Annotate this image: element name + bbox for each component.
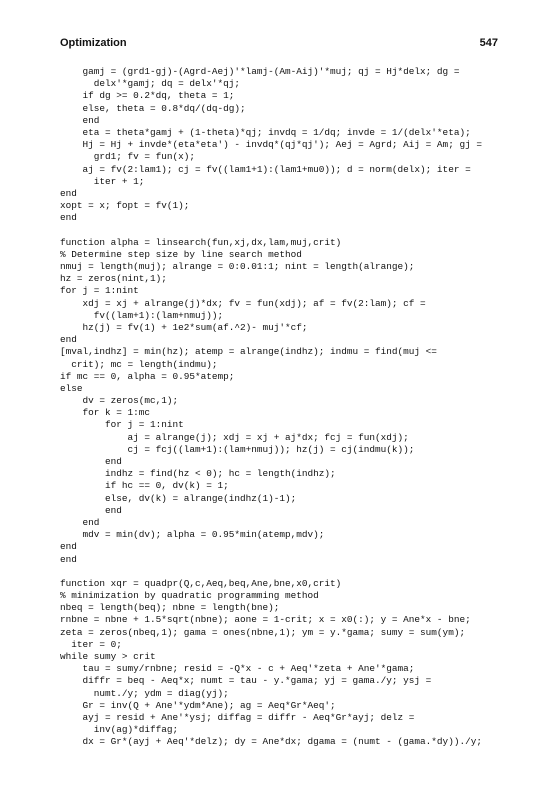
code-listing xyxy=(60,66,482,749)
code-line: % minimization by quadratic programming method xyxy=(60,590,319,602)
code-line: dv = zeros(mc,1); xyxy=(60,395,179,407)
code-line: end xyxy=(60,334,77,346)
code-line: delx'*gamj; dq = delx'*qj; xyxy=(60,78,241,90)
code-line: end xyxy=(60,504,122,516)
code-line: rnbne = nbne + 1.5*sqrt(nbne); aone = 1-crit; x = x0(:); y = Ane*x - bne; xyxy=(60,614,471,626)
code-line xyxy=(60,224,482,236)
code-line: xdj = xj + alrange(j)*dx; fv = fun(xdj); af = fv(2:lam); cf = xyxy=(60,297,426,309)
code-line: end xyxy=(60,187,77,199)
code-line: if hc == 0, dv(k) = 1; xyxy=(60,480,229,492)
code-line: nmuj = length(muj); alrange = 0:0.01:1; nint = length(alrange); xyxy=(60,261,415,272)
code-line: dx = Gr*(ayj + Aeq'*delz); dy = Ane*dx; dgama = (numt - (gama.*dy))./y; xyxy=(60,736,482,748)
code-line: for j = 1:nint xyxy=(60,285,139,297)
code-line: ayj = resid + Ane'*ysj; diffag = diffr - Aeq*Gr*ayj; delz = xyxy=(60,711,415,723)
code-line: iter + 1; xyxy=(60,175,145,187)
code-line: aj = alrange(j); xdj = xj + aj*dx; fcj = fun(xdj); xyxy=(60,431,409,443)
code-line: if dg >= 0.2*dq, theta = 1; xyxy=(60,90,235,102)
code-line: end xyxy=(60,553,77,565)
code-line: hz = zeros(nint,1); xyxy=(60,273,167,285)
page-header xyxy=(60,37,498,53)
code-line: zeta = zeros(nbeq,1); gama = ones(nbne,1); ym = y.*gama; sumy = sum(ym); xyxy=(60,626,466,638)
code-line xyxy=(60,566,482,578)
code-line: eta = theta*gamj + (1-theta)*qj; invdq = 1/dq; invde = 1/(delx'*eta); xyxy=(60,126,471,138)
code-line: tau = sumy/rnbne; resid = -Q*x - c + Aeq'*zeta + Ane'*gama; xyxy=(60,663,415,675)
section-title: Optimization xyxy=(60,37,127,49)
page-number: 547 xyxy=(479,37,498,49)
code-line: else xyxy=(60,382,83,394)
code-line: function xqr = quadpr(Q,c,Aeq,beq,Ane,bne,x0,crit) xyxy=(60,577,342,589)
code-line: end xyxy=(60,212,77,224)
code-line: indhz = find(hz < 0); hc = length(indhz); xyxy=(60,468,336,480)
code-line: crit); mc = length(indmu); xyxy=(60,358,218,370)
code-line: inv(ag)*diffag; xyxy=(60,724,179,736)
code-line: nbeq = length(beq); nbne = length(bne); xyxy=(60,602,280,614)
code-line: end xyxy=(60,114,100,126)
code-line: hz(j) = fv(1) + 1e2*sum(af.^2)- muj'*cf; xyxy=(60,321,308,333)
code-line: iter = 0; xyxy=(60,638,122,650)
code-line: Hj = Hj + invde*(eta*eta') - invdq*(qj*qj'); Aej = Agrd; Aij = Am; gj = xyxy=(60,139,482,151)
code-line: xopt = x; fopt = fv(1); xyxy=(60,200,190,212)
code-line: end xyxy=(60,516,100,528)
code-line: end xyxy=(60,456,122,467)
code-line: Gr = inv(Q + Ane'*ydm*Ane); ag = Aeq*Gr*Aeq'; xyxy=(60,699,336,711)
code-line: end xyxy=(60,541,77,553)
code-line: gamj = (grd1-gj)-(Agrd-Aej)'*lamj-(Am-Aij)'*muj; qj = Hj*delx; dg = xyxy=(60,66,460,77)
code-line: fv((lam+1):(lam+nmuj)); xyxy=(60,309,224,321)
code-line: aj = fv(2:lam1); cj = fv((lam1+1):(lam1+mu0)); d = norm(delx); iter = xyxy=(60,163,471,175)
code-line: % Determine step size by line search method xyxy=(60,248,302,260)
code-line: [mval,indhz] = min(hz); atemp = alrange(indhz); indmu = find(muj <= xyxy=(60,346,437,358)
code-line: numt./y; ydm = diag(yj); xyxy=(60,687,229,699)
code-line: for j = 1:nint xyxy=(60,419,184,431)
code-line: mdv = min(dv); alpha = 0.95*min(atemp,mdv); xyxy=(60,529,325,541)
code-line: else, theta = 0.8*dq/(dq-dg); xyxy=(60,102,246,114)
code-line: else, dv(k) = alrange(indhz(1)-1); xyxy=(60,492,297,504)
code-line: cj = fcj((lam+1):(lam+nmuj)); hz(j) = cj(indmu(k)); xyxy=(60,443,415,455)
code-line: diffr = beq - Aeq*x; numt = tau - y.*gama; yj = gama./y; ysj = xyxy=(60,675,432,687)
code-line: if mc == 0, alpha = 0.95*atemp; xyxy=(60,370,235,382)
code-line: grd1; fv = fun(x); xyxy=(60,151,196,163)
code-line: for k = 1:mc xyxy=(60,407,151,419)
code-line: function alpha = linsearch(fun,xj,dx,lam,muj,crit) xyxy=(60,236,342,248)
code-line: while sumy > crit xyxy=(60,651,156,662)
